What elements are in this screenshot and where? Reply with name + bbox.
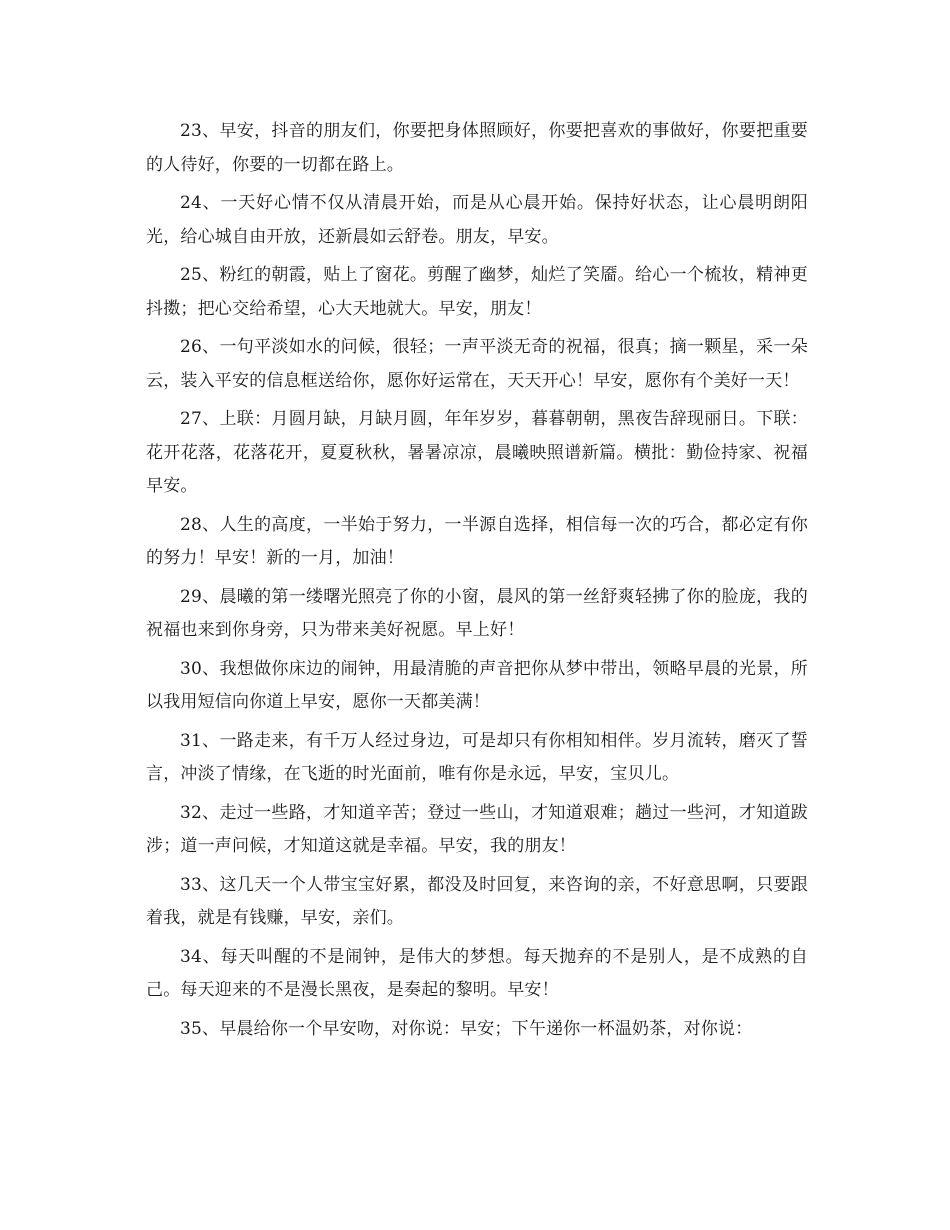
paragraph-35: 35、早晨给你一个早安吻，对你说：早安；下午递你一杯温奶茶，对你说： (180, 1018, 753, 1039)
paragraph-32: 32、走过一些路，才知道辛苦；登过一些山，才知道艰难；趟过一些河，才知道跋涉；道一声问候，才知道这就是幸福。早安，我的朋友！ (146, 802, 808, 856)
paragraph-23: 23、早安，抖音的朋友们，你要把身体照顾好，你要把喜欢的事做好，你要把重要的人待好，你要的一切都在路上。 (146, 121, 808, 175)
paragraph-33: 33、这几天一个人带宝宝好累，都没及时回复，来咨询的亲，不好意思啊，只要跟着我，就是有钱赚，早安，亲们。 (146, 874, 808, 928)
paragraph-26: 26、一句平淡如水的问候，很轻；一声平淡无奇的祝福，很真；摘一颗星，采一朵云，装入平安的信息框送给你，愿你好运常在，天天开心！早安，愿你有个美好一天！ (146, 337, 808, 391)
paragraph-29: 29、晨曦的第一缕曙光照亮了你的小窗，晨风的第一丝舒爽轻拂了你的脸庞，我的祝福也来到你身旁，只为带来美好祝愿。早上好！ (146, 586, 808, 640)
document-body (146, 115, 808, 1051)
paragraph-25: 25、粉红的朝霞，贴上了窗花。剪醒了幽梦，灿烂了笑靥。给心一个梳妆，精神更抖擞；把心交给希望，心大天地就大。早安，朋友！ (146, 265, 808, 319)
paragraph-31: 31、一路走来，有千万人经过身边，可是却只有你相知相伴。岁月流转，磨灭了誓言，冲淡了情缘，在飞逝的时光面前，唯有你是永远，早安，宝贝儿。 (146, 730, 808, 784)
paragraph-27: 27、上联：月圆月缺，月缺月圆，年年岁岁，暮暮朝朝，黑夜告辞现丽日。下联：花开花落，花落花开，夏夏秋秋，暑暑凉凉，晨曦映照谱新篇。横批：勤俭持家、祝福早安。 (146, 409, 808, 496)
paragraph-24: 24、一天好心情不仅从清晨开始，而是从心晨开始。保持好状态，让心晨明朗阳光，给心城自由开放，还新晨如云舒卷。朋友，早安。 (146, 193, 808, 247)
paragraph-28: 28、人生的高度，一半始于努力，一半源自选择，相信每一次的巧合，都必定有你的努力！早安！新的一月，加油！ (146, 514, 808, 568)
paragraph-30: 30、我想做你床边的闹钟，用最清脆的声音把你从梦中带出，领略早晨的光景，所以我用短信向你道上早安，愿你一天都美满！ (146, 658, 808, 712)
paragraph-34: 34、每天叫醒的不是闹钟，是伟大的梦想。每天抛弃的不是别人，是不成熟的自己。每天迎来的不是漫长黑夜，是奏起的黎明。早安！ (146, 946, 808, 1000)
